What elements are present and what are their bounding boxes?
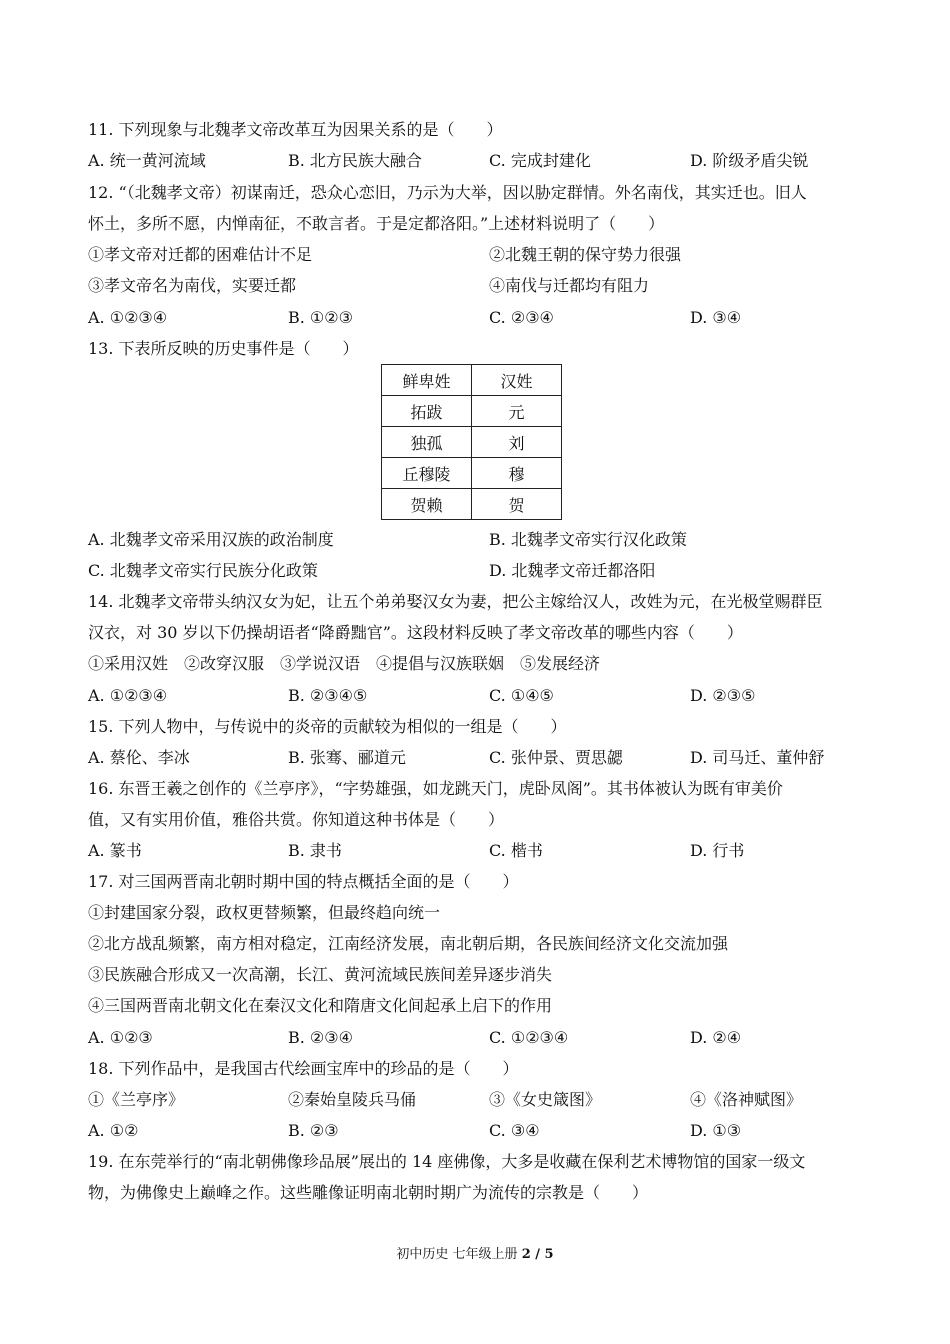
- question-12-option-b: B. ①②③: [288, 308, 353, 327]
- question-18-item-3: ③《女史箴图》: [489, 1090, 602, 1109]
- question-11-option-c: C. 完成封建化: [489, 151, 591, 170]
- table-row: [382, 458, 562, 489]
- question-15-stem: 15. 下列人物中，与传说中的炎帝的贡献较为相似的一组是（ ）: [88, 717, 567, 736]
- question-14-option-c: C. ①④⑤: [489, 686, 554, 705]
- question-13-option-d: D. 北魏孝文帝迁都洛阳: [489, 561, 656, 580]
- question-17-option-c: C. ①②③④: [489, 1028, 569, 1047]
- question-19-stem-line2: 物，为佛像史上巅峰之作。这些雕像证明南北朝时期广为流传的宗教是（ ）: [88, 1183, 649, 1202]
- question-12-item-2: ②北魏王朝的保守势力很强: [489, 245, 682, 264]
- question-15-option-d: D. 司马迁、董仲舒: [690, 748, 825, 767]
- question-17-stem: 17. 对三国两晋南北朝时期中国的特点概括全面的是（ ）: [88, 872, 519, 891]
- question-17-option-b: B. ②③④: [288, 1028, 353, 1047]
- question-12-item-4: ④南伐与迁都均有阻力: [489, 276, 650, 295]
- question-12-option-a: A. ①②③④: [88, 308, 168, 327]
- question-13-option-c: C. 北魏孝文帝实行民族分化政策: [88, 561, 318, 580]
- question-15-option-c: C. 张仲景、贾思勰: [489, 748, 623, 767]
- question-17-item-3: ③民族融合形成又一次高潮，长江、黄河流域民族间差异逐步消失: [88, 965, 553, 984]
- question-18-option-d: D. ①③: [690, 1121, 742, 1140]
- question-13-stem: 13. 下表所反映的历史事件是（ ）: [88, 339, 359, 358]
- table-cell: 贺赖: [382, 489, 472, 520]
- surname-table: [381, 364, 562, 520]
- table-header-cell: 汉姓: [472, 365, 562, 396]
- table-cell: 刘: [472, 427, 562, 458]
- table-cell: 元: [472, 396, 562, 427]
- question-15-option-a: A. 蔡伦、李冰: [88, 748, 190, 767]
- question-12-option-d: D. ③④: [690, 308, 742, 327]
- question-12-stem-line2: 怀土，多所不愿，内惮南征，不敢言者。于是定都洛阳。”上述材料说明了（ ）: [88, 214, 665, 233]
- question-12-item-1: ①孝文帝对迁都的困难估计不足: [88, 245, 313, 264]
- question-12-item-3: ③孝文帝名为南伐，实要迁都: [88, 276, 297, 295]
- question-17-option-d: D. ②④: [690, 1028, 742, 1047]
- question-17-item-4: ④三国两晋南北朝文化在秦汉文化和隋唐文化间起承上启下的作用: [88, 996, 553, 1015]
- table-header-cell: 鲜卑姓: [382, 365, 472, 396]
- question-11-option-d: D. 阶级矛盾尖锐: [690, 151, 809, 170]
- question-16-option-c: C. 楷书: [489, 841, 543, 860]
- page-number: 2 / 5: [521, 1247, 554, 1262]
- question-18-item-4: ④《洛神赋图》: [690, 1090, 803, 1109]
- question-18-option-c: C. ③④: [489, 1121, 540, 1140]
- question-18-item-1: ①《兰亭序》: [88, 1090, 185, 1109]
- table-cell: 独孤: [382, 427, 472, 458]
- question-11-option-a: A. 统一黄河流域: [88, 151, 206, 170]
- question-17-option-a: A. ①②③: [88, 1028, 153, 1047]
- question-13-option-b: B. 北魏孝文帝实行汉化政策: [489, 530, 687, 549]
- question-16-option-a: A. 篆书: [88, 841, 142, 860]
- page-footer: [0, 1243, 950, 1262]
- question-14-items: ①采用汉姓 ②改穿汉服 ③学说汉语 ④提倡与汉族联姻 ⑤发展经济: [88, 654, 601, 673]
- table-cell: 贺: [472, 489, 562, 520]
- question-19-stem-line1: 19. 在东莞举行的“南北朝佛像珍品展”展出的 14 座佛像，大多是收藏在保利艺术博物馆的国家一级文: [88, 1152, 806, 1171]
- question-18-option-b: B. ②③: [288, 1121, 339, 1140]
- question-14-option-b: B. ②③④⑤: [288, 686, 368, 705]
- question-18-option-a: A. ①②: [88, 1121, 139, 1140]
- footer-text: 初中历史 七年级上册: [396, 1247, 522, 1262]
- question-14-stem-line1: 14. 北魏孝文帝带头纳汉女为妃，让五个弟弟娶汉女为妻，把公主嫁给汉人，改姓为元，在光极堂赐群臣: [88, 592, 823, 611]
- question-14-option-d: D. ②③⑤: [690, 686, 756, 705]
- question-14-option-a: A. ①②③④: [88, 686, 168, 705]
- table-row: [382, 396, 562, 427]
- table-cell: 丘穆陵: [382, 458, 472, 489]
- question-14-stem-line2: 汉衣，对 30 岁以下仍操胡语者“降爵黜官”。这段材料反映了孝文帝改革的哪些内容（ ）: [88, 623, 743, 642]
- table-row: [382, 489, 562, 520]
- table-cell: 拓跋: [382, 396, 472, 427]
- question-16-stem-line1: 16. 东晋王羲之创作的《兰亭序》，“字势雄强，如龙跳天门，虎卧凤阁”。其书体被认为既有审美价: [88, 779, 783, 798]
- table-cell: 穆: [472, 458, 562, 489]
- question-16-option-d: D. 行书: [690, 841, 745, 860]
- question-13-option-a: A. 北魏孝文帝采用汉族的政治制度: [88, 530, 334, 549]
- question-11-stem: 11. 下列现象与北魏孝文帝改革互为因果关系的是（ ）: [88, 120, 503, 139]
- question-17-item-2: ②北方战乱频繁，南方相对稳定，江南经济发展，南北朝后期，各民族间经济文化交流加强: [88, 934, 729, 953]
- question-15-option-b: B. 张骞、郦道元: [288, 748, 406, 767]
- question-16-option-b: B. 隶书: [288, 841, 342, 860]
- question-18-stem: 18. 下列作品中，是我国古代绘画宝库中的珍品的是（ ）: [88, 1059, 519, 1078]
- question-17-item-1: ①封建国家分裂，政权更替频繁，但最终趋向统一: [88, 903, 441, 922]
- question-16-stem-line2: 值，又有实用价值，雅俗共赏。你知道这种书体是（ ）: [88, 810, 505, 829]
- table-row: [382, 427, 562, 458]
- question-18-item-2: ②秦始皇陵兵马俑: [288, 1090, 417, 1109]
- table-header-row: [382, 365, 562, 396]
- question-12-stem-line1: 12. “（北魏孝文帝）初谋南迁，恐众心恋旧，乃示为大举，因以胁定群情。外名南伐，其实迁也。旧人: [88, 183, 807, 202]
- question-11-option-b: B. 北方民族大融合: [288, 151, 422, 170]
- question-12-option-c: C. ②③④: [489, 308, 554, 327]
